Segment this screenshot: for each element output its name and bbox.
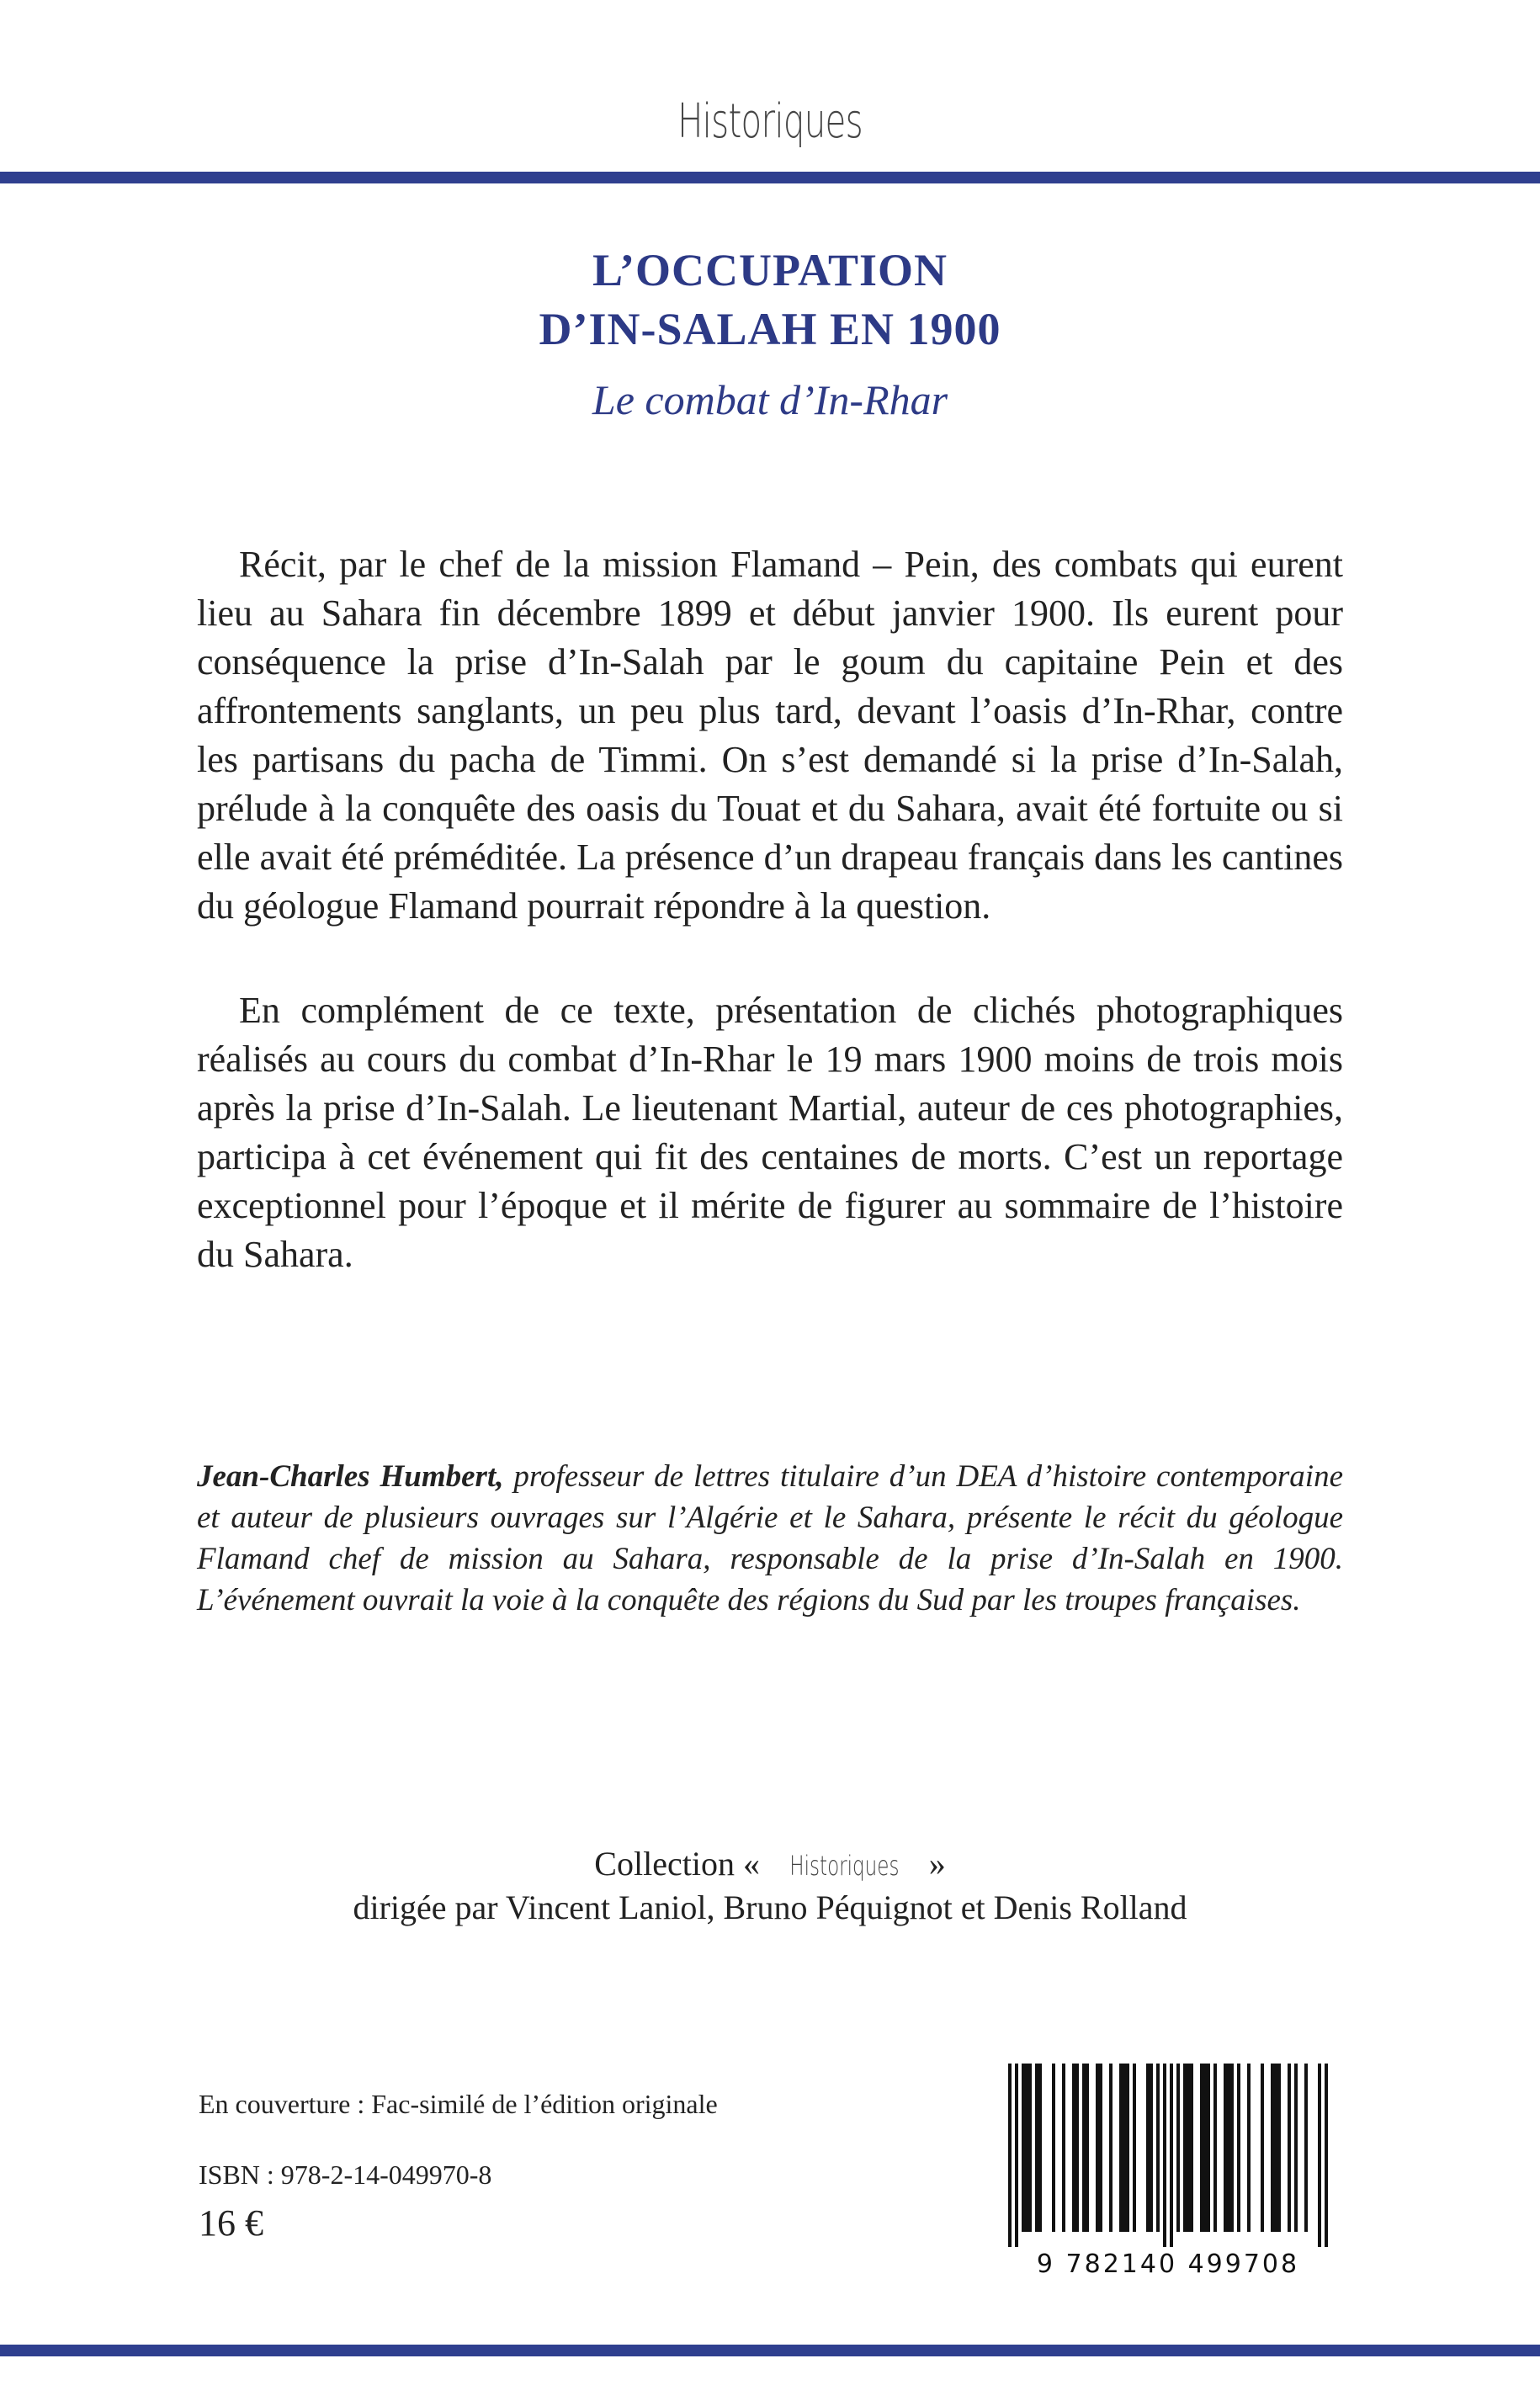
summary-paragraph-2: En complément de ce texte, présentation de clichés photographiques réalisés au cours du combat d’In-Rhar le 19 mars 1900 moins de trois mois après la prise d’In-Salah. Le lieutenant Martial, auteur de ces photographies, participa à cet événement qui fit des centaines de morts. C’est un reportage exceptionnel pour l’époque et il mérite de figurer au sommaire de l’histoire du Sahara.: [197, 990, 1343, 1275]
barcode-bar: [1203, 2064, 1207, 2232]
barcode-bar: [1261, 2064, 1264, 2232]
barcode-bar: [1325, 2064, 1328, 2247]
barcode-bar: [1072, 2064, 1075, 2232]
barcode-bar: [1274, 2064, 1277, 2232]
barcode-bar: [1025, 2064, 1028, 2232]
book-subtitle: Le combat d’In-Rhar: [592, 376, 948, 423]
barcode-bar: [1190, 2064, 1193, 2232]
barcode-bar: [1271, 2064, 1274, 2232]
barcode-bar: [1207, 2064, 1210, 2232]
barcode-bar: [1288, 2064, 1291, 2232]
barcode-bar: [1119, 2064, 1123, 2232]
barcode-bar: [1200, 2064, 1203, 2232]
barcode-bar: [1015, 2064, 1018, 2247]
barcode-bar: [1035, 2064, 1038, 2232]
barcode-bar: [1133, 2064, 1136, 2232]
barcode-bar: [1038, 2064, 1042, 2232]
barcode-bar: [1230, 2064, 1234, 2232]
barcode-bar: [1277, 2064, 1281, 2232]
barcode-bar: [1109, 2064, 1113, 2232]
barcode-bar: [1082, 2064, 1086, 2232]
barcode-bars: [996, 2057, 1341, 2249]
barcode-bar: [1170, 2064, 1173, 2247]
collection-directors: dirigée par Vincent Laniol, Bruno Péquignot et Denis Rolland: [353, 1888, 1187, 1926]
barcode-bar: [1052, 2064, 1055, 2232]
author-bio-text: professeur de lettres titulaire d’un DEA d’histoire contemporaine et auteur de plusieurs ouvrages sur l’Algérie et le Sahara, présente le récit du géologue Flamand chef de mission au Sahara, responsable de la prise d’In-Salah en 1900. L’événement ouvrait la voie à la conquête des régions du Sud par les troupes françaises.: [197, 1459, 1343, 1617]
barcode-bar: [1062, 2064, 1065, 2232]
barcode-bar: [1008, 2064, 1012, 2247]
barcode-bar: [1224, 2064, 1227, 2232]
barcode-bar: [1126, 2064, 1129, 2232]
barcode-bar: [1318, 2064, 1321, 2247]
barcode-bar: [1146, 2064, 1150, 2232]
isbn: ISBN : 978-2-14-049970-8: [199, 2159, 492, 2190]
cover-credit: En couverture : Fac-similé de l’édition originale: [199, 2089, 718, 2119]
barcode-bar: [1086, 2064, 1089, 2232]
barcode-bar: [1183, 2064, 1187, 2232]
barcode-bar: [1075, 2064, 1079, 2232]
top-rule: [0, 172, 1540, 183]
collection-suffix: »: [920, 1845, 946, 1883]
barcode-bar: [1096, 2064, 1099, 2232]
book-title-line2: D’IN-SALAH EN 1900: [539, 304, 1001, 354]
author-bio: [197, 1456, 1343, 1621]
barcode-bar: [1176, 2064, 1180, 2232]
collection-prefix: Collection «: [594, 1845, 768, 1883]
summary-paragraph-1: Récit, par le chef de la mission Flamand – Pein, des combats qui eurent lieu au Sahara fin décembre 1899 et début janvier 1900. Ils eurent pour conséquence la prise d’In-Salah par le goum du capitaine Pein et des affrontements sanglants, un peu plus tard, devant l’oasis d’In-Rhar, contre les partisans du pacha de Timmi. On s’est demandé si la prise d’In-Salah, prélude à la conquête des oasis du Touat et du Sahara, avait été fortuite ou si elle avait été préméditée. La présence d’un drapeau français dans les cantines du géologue Flamand pourrait répondre à la question.: [197, 544, 1343, 927]
barcode-digits: 9 782140 499708: [1036, 2250, 1300, 2279]
barcode-bar: [1237, 2064, 1240, 2232]
barcode-bar: [1187, 2064, 1190, 2232]
barcode-bar: [1227, 2064, 1230, 2232]
barcode-bar: [1150, 2064, 1153, 2232]
barcode-bar: [1294, 2064, 1298, 2232]
price: 16 €: [199, 2202, 263, 2244]
barcode-bar: [1156, 2064, 1160, 2232]
series-logo: Historiques: [677, 94, 863, 149]
barcode-bar: [1022, 2064, 1025, 2232]
barcode-bar: [1304, 2064, 1308, 2232]
collection-info: [0, 1843, 1540, 1929]
barcode-bar: [1123, 2064, 1126, 2232]
barcode-bar: [1213, 2064, 1217, 2232]
barcode-bar: [1099, 2064, 1102, 2232]
barcode: [996, 2057, 1341, 2279]
barcode-bar: [1247, 2064, 1251, 2232]
collection-series-name: Historiques: [789, 1850, 900, 1882]
barcode-bar: [1163, 2064, 1166, 2247]
barcode-bar: [1028, 2064, 1032, 2232]
bottom-rule: [0, 2345, 1540, 2356]
author-name: Jean-Charles Humbert,: [197, 1459, 504, 1494]
book-title-line1: L’OCCUPATION: [592, 245, 948, 295]
collection-line: [0, 1843, 1540, 1887]
